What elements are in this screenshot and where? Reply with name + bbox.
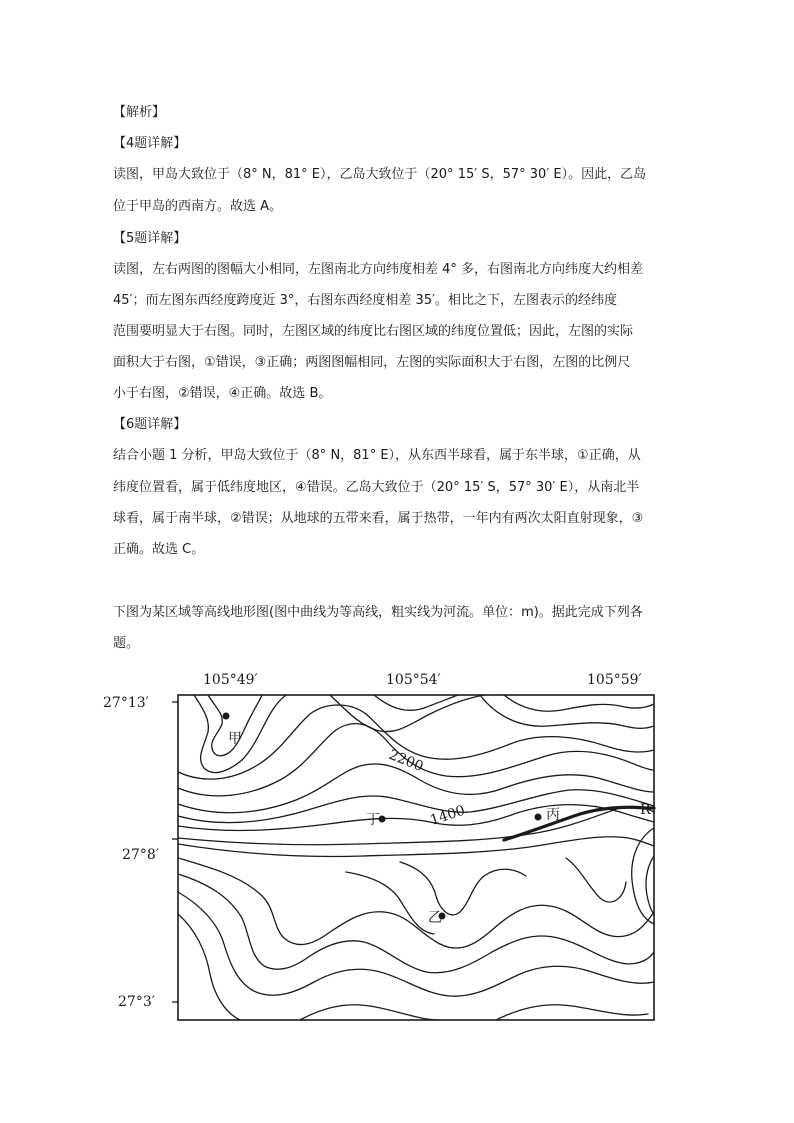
- lon-label-3: 105°59′: [587, 672, 642, 688]
- contour-line: [178, 837, 654, 857]
- q5-heading: 【5题详解】: [113, 231, 187, 246]
- q4-heading: 【4题详解】: [113, 136, 187, 151]
- contour-label-2200: 2200: [386, 746, 426, 776]
- map-frame: [178, 695, 654, 1020]
- intro-line-1: 下图为某区域等高线地形图(图中曲线为等高线，粗实线为河流。单位：m)。据此完成下列各: [113, 605, 643, 620]
- contour-line: [178, 858, 654, 948]
- q4-line-1: 读图，甲岛大致位于（8° N，81° E），乙岛大致位于（20° 15′ S，57° 30′ E）。因此，乙岛: [113, 167, 647, 182]
- q6-line-1: 结合小题 1 分析，甲岛大致位于（8° N，81° E），从东西半球看，属于东半球，①正确，从: [113, 448, 641, 463]
- point-jia-dot: [223, 713, 230, 720]
- contour-line: [300, 1005, 440, 1020]
- q4-line-2: 位于甲岛的西南方。故选 A。: [113, 199, 283, 214]
- lon-label-2: 105°54′: [386, 672, 441, 688]
- lat-label-1: 27°13′: [103, 695, 149, 711]
- q5-line-2: 45′；而左图东西经度跨度近 3°，右图东西经度相差 35′。相比之下，左图表示的经纬度: [113, 293, 618, 308]
- point-ding-label: 丁: [366, 812, 380, 828]
- contour-line: [400, 862, 526, 915]
- q5-line-4: 面积大于右图，①错误，③正确；两图图幅相同，左图的实际面积大于右图，左图的比例尺: [113, 355, 631, 370]
- q6-line-4: 正确。故选 C。: [113, 542, 205, 557]
- contour-line: [496, 1005, 648, 1020]
- contour-label-1400: 1400: [428, 802, 468, 829]
- point-bing-dot: [535, 814, 542, 821]
- lon-label-1: 105°49′: [203, 672, 258, 688]
- contour-line: [330, 695, 484, 732]
- analysis-title: 【解析】: [113, 105, 166, 120]
- contour-line: [178, 802, 654, 831]
- intro-line-2: 题。: [113, 636, 140, 651]
- contour-line: [178, 790, 654, 823]
- contour-line: [178, 914, 240, 1020]
- q5-line-1: 读图，左右两图的图幅大小相同，左图南北方向纬度相差 4° 多，右图南北方向纬度大约相差: [113, 262, 644, 277]
- contour-line: [374, 695, 458, 710]
- river-label: R: [640, 802, 651, 818]
- point-jia-label: 甲: [228, 731, 242, 747]
- q6-heading: 【6题详解】: [113, 417, 187, 432]
- q5-line-3: 范围要明显大于右图。同时，左图区域的纬度比右图区域的纬度位置低；因此，左图的实际: [113, 324, 634, 339]
- point-bing-label: 丙: [546, 807, 560, 823]
- contour-line: [480, 695, 654, 728]
- point-yi-label: 乙: [428, 910, 442, 926]
- lat-label-2: 27°8′: [122, 847, 159, 863]
- contour-map: [100, 662, 670, 1032]
- contour-line: [504, 695, 654, 711]
- lat-label-3: 27°3′: [118, 994, 155, 1010]
- contour-line: [178, 892, 654, 996]
- q6-line-3: 球看，属于南半球，②错误；从地球的五带来看，属于热带，一年内有两次太阳直射现象，③: [113, 511, 644, 526]
- contour-line: [646, 856, 654, 914]
- contour-line: [346, 872, 434, 934]
- q5-line-5: 小于右图，②错误，④正确。故选 B。: [113, 386, 332, 401]
- contour-line: [566, 858, 626, 902]
- q6-line-2: 纬度位置看，属于低纬度地区，④错误。乙岛大致位于（20° 15′ S，57° 30′ E），从南北半: [113, 480, 640, 495]
